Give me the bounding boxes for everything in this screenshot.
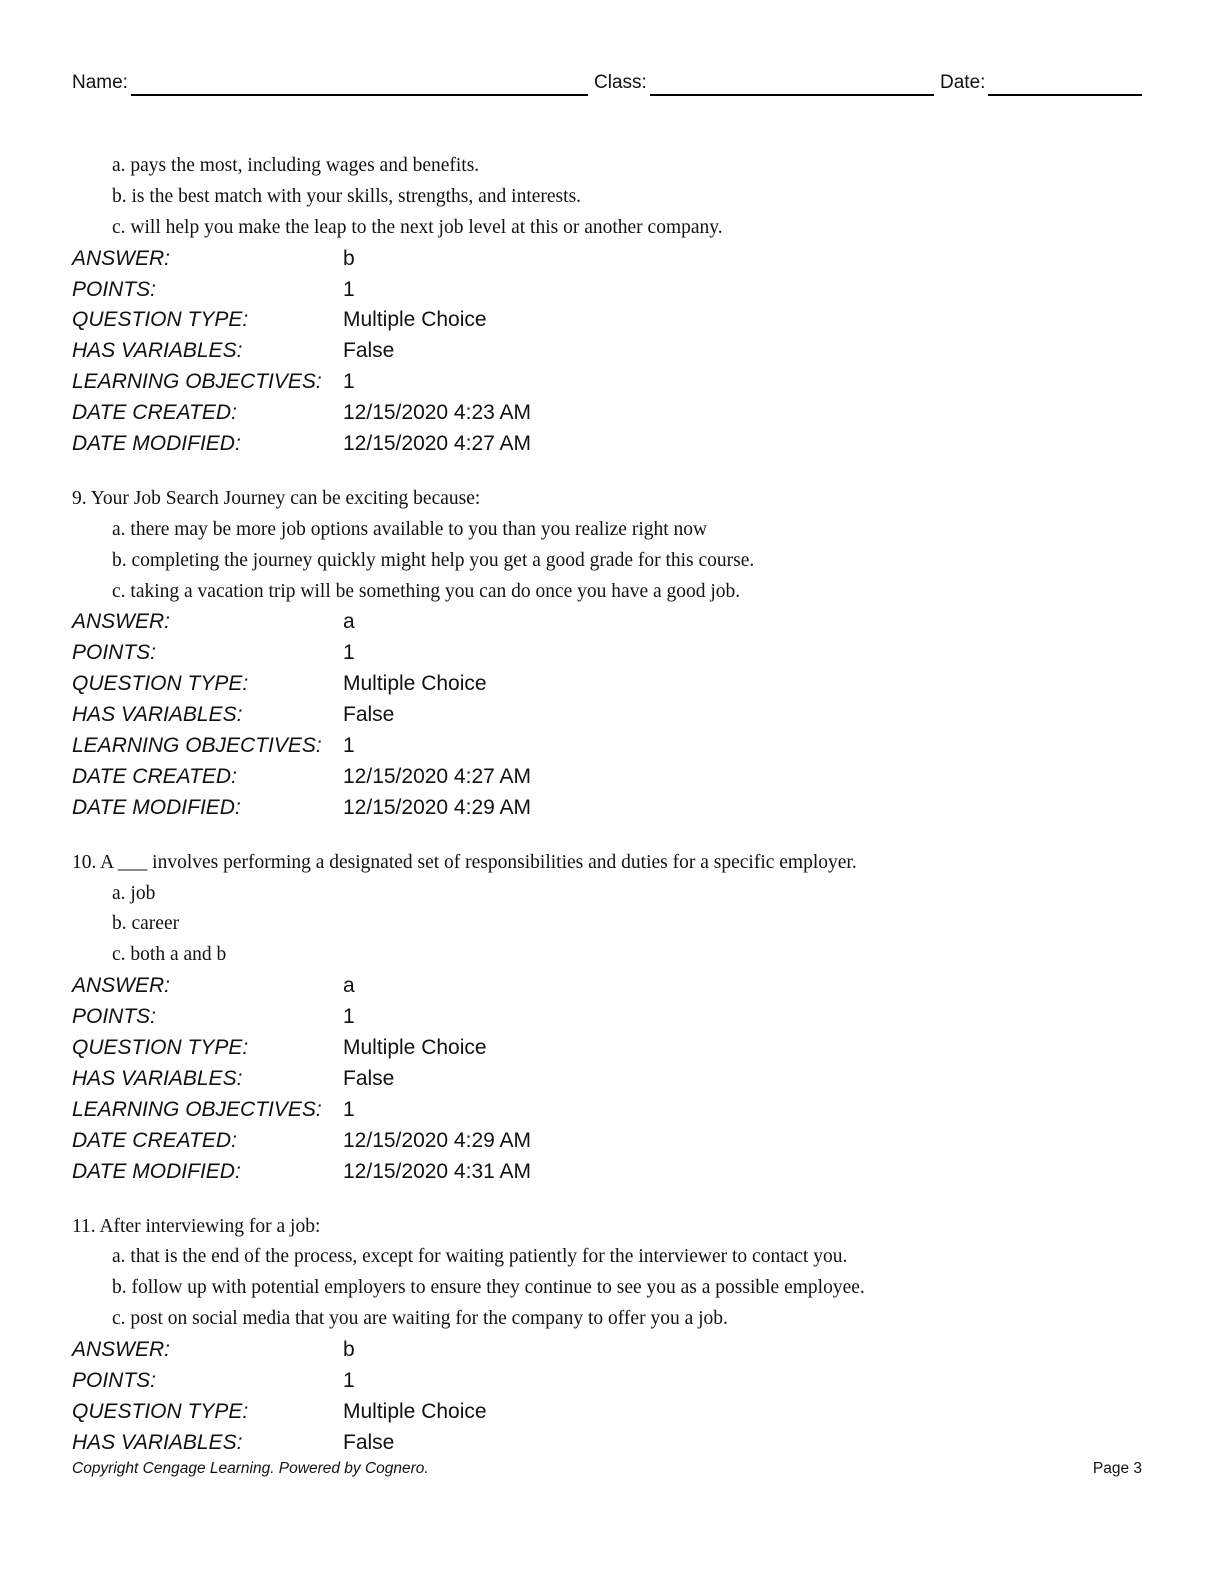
meta-value: Multiple Choice <box>343 1399 487 1423</box>
meta-row-answer <box>72 1335 1162 1366</box>
meta-key: DATE CREATED: <box>72 1128 237 1152</box>
date-label: Date: <box>940 72 986 93</box>
option: a. job <box>112 882 156 904</box>
meta-row-answer <box>72 971 1162 1002</box>
option: a. there may be more job options available to you than you realize right now <box>112 518 708 540</box>
meta-row-learning-objectives <box>72 367 1162 398</box>
meta-row-points <box>72 275 1162 306</box>
meta-value: 1 <box>343 370 355 394</box>
meta-value: Multiple Choice <box>343 308 487 332</box>
meta-row-has-variables <box>72 1064 1162 1095</box>
meta-row-question-type <box>72 305 1162 336</box>
meta-value: 12/15/2020 4:29 AM <box>343 1128 531 1152</box>
option: c. will help you make the leap to the next job level at this or another company. <box>112 216 723 238</box>
page-number: Page 3 <box>1092 1460 1142 1477</box>
meta-row-points <box>72 1002 1162 1033</box>
meta-key: POINTS: <box>72 641 157 665</box>
meta-key: LEARNING OBJECTIVES: <box>72 1097 322 1121</box>
name-label: Name: <box>72 72 128 93</box>
meta-row-date-modified <box>72 1157 1162 1188</box>
meta-key: DATE MODIFIED: <box>72 795 241 819</box>
meta-row-answer <box>72 244 1162 275</box>
question-text: 10. A ___ involves performing a designated set of responsibilities and duties for a specific employer. <box>72 851 857 873</box>
option: a. that is the end of the process, except for waiting patiently for the interviewer to contact you. <box>112 1246 848 1268</box>
meta-key: HAS VARIABLES: <box>72 703 243 727</box>
option: c. taking a vacation trip will be something you can do once you have a good job. <box>112 580 741 602</box>
meta-key: DATE MODIFIED: <box>72 1159 241 1183</box>
meta-row-has-variables <box>72 1428 1162 1459</box>
copyright-text: Copyright Cengage Learning. Powered by Cognero. <box>72 1460 429 1477</box>
worksheet-header <box>72 70 1142 98</box>
meta-row-has-variables <box>72 700 1162 731</box>
meta-key: LEARNING OBJECTIVES: <box>72 734 322 758</box>
class-field-line <box>650 94 934 96</box>
meta-value: 1 <box>343 277 355 301</box>
meta-value: 1 <box>343 1005 355 1029</box>
meta-key: QUESTION TYPE: <box>72 672 249 696</box>
meta-value: 1 <box>343 1097 355 1121</box>
question-list <box>72 151 1162 1459</box>
option: c. post on social media that you are waiting for the company to offer you a job. <box>112 1308 728 1330</box>
option: b. career <box>112 913 180 935</box>
meta-key: ANSWER: <box>72 1338 171 1362</box>
meta-value: b <box>343 246 355 270</box>
meta-key: DATE CREATED: <box>72 764 237 788</box>
option: b. is the best match with your skills, strengths, and interests. <box>112 185 582 207</box>
meta-value: 1 <box>343 641 355 665</box>
meta-key: DATE MODIFIED: <box>72 432 241 456</box>
meta-value: a <box>343 610 355 634</box>
question-text: 9. Your Job Search Journey can be exciting because: <box>72 487 481 509</box>
page-footer <box>72 1460 1142 1478</box>
meta-value: 12/15/2020 4:27 AM <box>343 432 531 456</box>
meta-value: 1 <box>343 734 355 758</box>
meta-row-question-type <box>72 1033 1162 1064</box>
meta-row-date-created <box>72 398 1162 429</box>
meta-row-has-variables <box>72 336 1162 367</box>
meta-row-date-modified <box>72 429 1162 460</box>
date-field-line <box>988 94 1142 96</box>
question-block-9 <box>72 484 1162 824</box>
meta-row-question-type <box>72 1397 1162 1428</box>
meta-key: QUESTION TYPE: <box>72 1399 249 1423</box>
question-block-continued <box>72 151 1162 460</box>
meta-key: HAS VARIABLES: <box>72 339 243 363</box>
meta-value: False <box>343 703 395 727</box>
meta-key: POINTS: <box>72 1005 157 1029</box>
meta-value: 1 <box>343 1368 355 1392</box>
meta-row-points <box>72 1366 1162 1397</box>
meta-value: False <box>343 1066 395 1090</box>
meta-value: b <box>343 1338 355 1362</box>
meta-value: False <box>343 1430 395 1454</box>
meta-value: 12/15/2020 4:23 AM <box>343 401 531 425</box>
meta-value: 12/15/2020 4:29 AM <box>343 795 531 819</box>
meta-key: HAS VARIABLES: <box>72 1430 243 1454</box>
meta-key: POINTS: <box>72 277 157 301</box>
meta-row-question-type <box>72 669 1162 700</box>
option: b. completing the journey quickly might help you get a good grade for this course. <box>112 549 755 571</box>
option: b. follow up with potential employers to ensure they continue to see you as a possible employee. <box>112 1277 865 1299</box>
name-field-line <box>131 94 588 96</box>
meta-value: Multiple Choice <box>343 672 487 696</box>
option: c. both a and b <box>112 944 227 966</box>
meta-value: False <box>343 339 395 363</box>
meta-row-date-modified <box>72 793 1162 824</box>
meta-key: LEARNING OBJECTIVES: <box>72 370 322 394</box>
meta-key: DATE CREATED: <box>72 401 237 425</box>
meta-key: ANSWER: <box>72 974 171 998</box>
meta-key: POINTS: <box>72 1368 157 1392</box>
meta-key: ANSWER: <box>72 610 171 634</box>
meta-key: QUESTION TYPE: <box>72 308 249 332</box>
meta-row-learning-objectives <box>72 731 1162 762</box>
question-block-11 <box>72 1212 1162 1459</box>
meta-value: a <box>343 974 355 998</box>
meta-row-date-created <box>72 762 1162 793</box>
meta-value: Multiple Choice <box>343 1036 487 1060</box>
question-block-10 <box>72 848 1162 1188</box>
meta-key: ANSWER: <box>72 246 171 270</box>
meta-row-answer <box>72 607 1162 638</box>
option: a. pays the most, including wages and benefits. <box>112 155 480 176</box>
meta-row-points <box>72 638 1162 669</box>
meta-key: HAS VARIABLES: <box>72 1066 243 1090</box>
meta-row-learning-objectives <box>72 1095 1162 1126</box>
meta-value: 12/15/2020 4:27 AM <box>343 764 531 788</box>
question-text: 11. After interviewing for a job: <box>72 1215 321 1237</box>
class-label: Class: <box>594 72 647 93</box>
meta-key: QUESTION TYPE: <box>72 1036 249 1060</box>
meta-value: 12/15/2020 4:31 AM <box>343 1159 531 1183</box>
meta-row-date-created <box>72 1126 1162 1157</box>
